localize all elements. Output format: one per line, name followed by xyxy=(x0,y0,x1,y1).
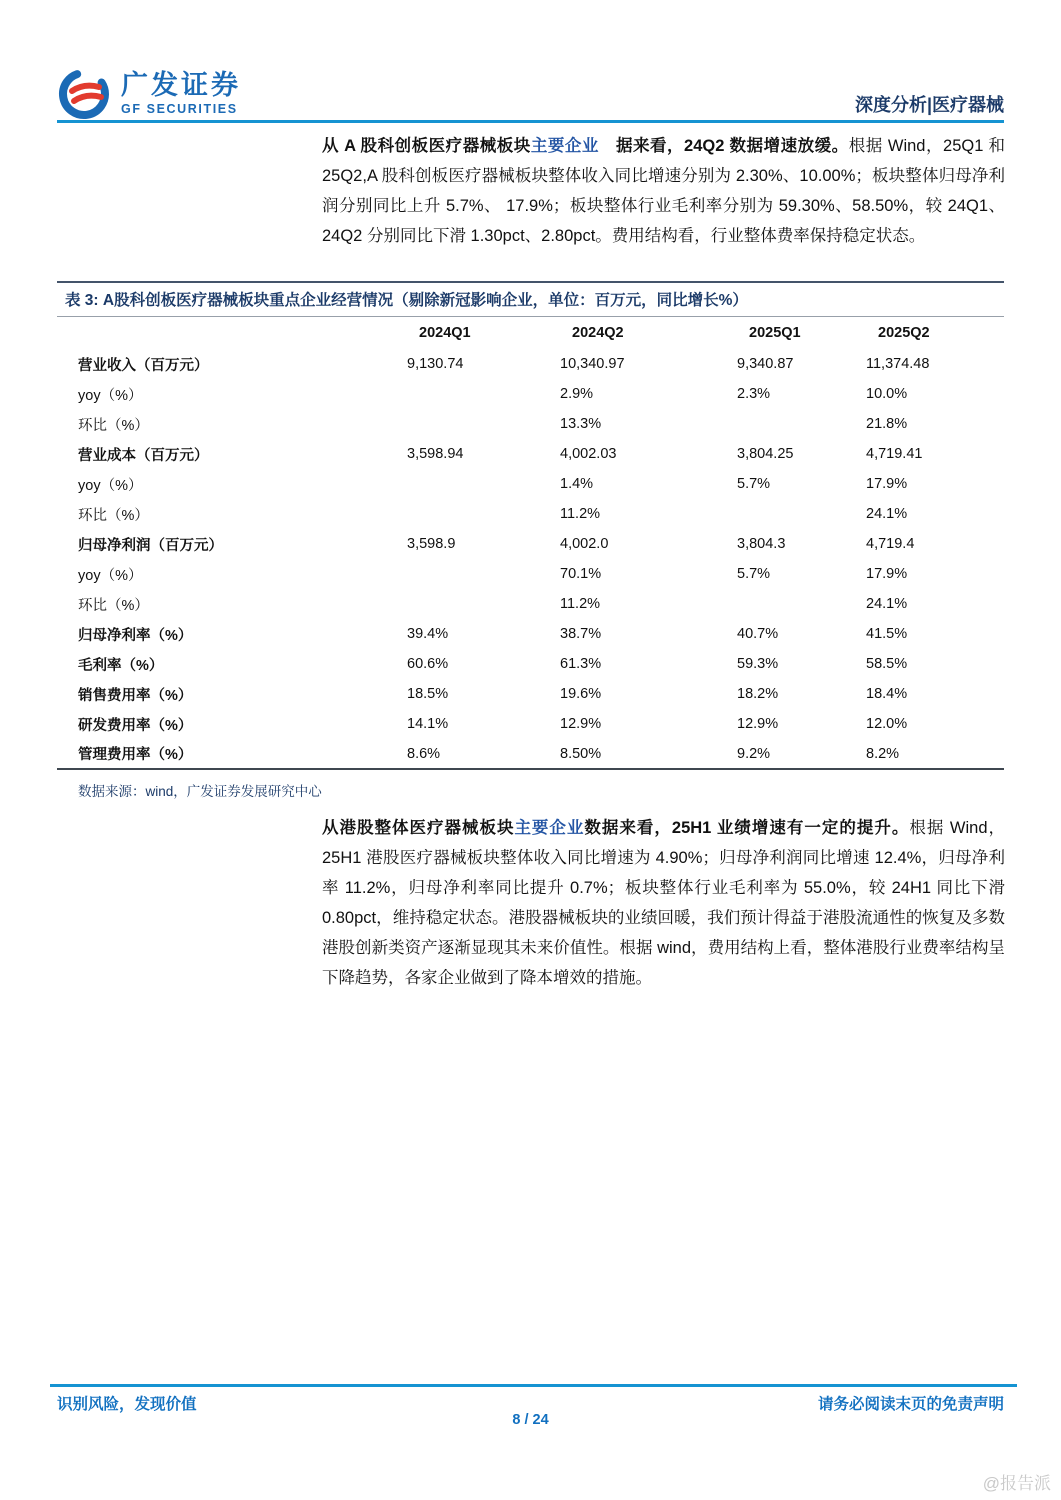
row-label: 销售费用率（%） xyxy=(78,687,193,704)
table-cell: 5.7% xyxy=(737,476,771,492)
table-cell xyxy=(407,589,560,619)
row-label: yoy（%） xyxy=(78,387,143,404)
table-cell: 11.2% xyxy=(560,596,601,612)
paragraph-a-share-analysis xyxy=(322,131,1005,251)
table-cell: 10.0% xyxy=(866,386,908,402)
footer-divider-line xyxy=(50,1384,1017,1387)
paragraph-hk-analysis xyxy=(322,813,1005,993)
table-cell: 41.5% xyxy=(866,626,908,642)
table-row xyxy=(57,379,1004,409)
row-label: 营业成本（百万元） xyxy=(78,447,209,464)
brand-name-en: GF SECURITIES xyxy=(121,102,238,117)
watermark-text: @报告派 xyxy=(982,1474,1051,1493)
report-category xyxy=(855,91,1004,121)
table-row xyxy=(57,499,1004,529)
row-label: 环比（%） xyxy=(78,417,149,434)
row-label: yoy（%） xyxy=(78,477,143,494)
column-header: 2024Q2 xyxy=(572,325,624,341)
page-header xyxy=(57,63,1004,121)
table-cell: 9,340.87 xyxy=(737,356,794,372)
table-cell: 17.9% xyxy=(866,476,908,492)
table-cell: 18.5% xyxy=(407,686,449,702)
logo-text xyxy=(121,72,241,116)
table-cell: 12.9% xyxy=(560,716,602,732)
gf-logo-icon xyxy=(57,67,111,121)
table-title: 表 3: A股科创板医疗器械板块重点企业经营情况（剔除新冠影响企业，单位：百万元，同比增长%） xyxy=(57,281,1004,317)
gf-securities-logo xyxy=(57,67,241,121)
table-cell xyxy=(737,589,866,619)
table-cell: 3,598.94 xyxy=(407,446,464,462)
row-label: 研发费用率（%） xyxy=(78,717,193,734)
column-header: 2025Q2 xyxy=(878,325,930,341)
row-label: 归母净利润（百万元） xyxy=(78,537,223,554)
lead-bold-text: 据来看，24Q2 数据增速放缓。 xyxy=(598,137,849,155)
table-cell: 9.2% xyxy=(737,745,771,762)
table-cell: 5.7% xyxy=(737,566,771,582)
table-cell: 3,598.9 xyxy=(407,536,456,552)
table-cell xyxy=(407,409,560,439)
table-cell: 4,002.0 xyxy=(560,536,609,552)
sector-label: 医疗器械 xyxy=(932,95,1004,115)
lead-bold-text: 数据来看，25H1 业绩增速有一定的提升。 xyxy=(584,819,910,837)
table-cell xyxy=(737,499,866,529)
footer-disclaimer-note: 请务必阅读末页的免责声明 xyxy=(817,1396,1004,1413)
table-row xyxy=(57,679,1004,709)
table-row xyxy=(57,649,1004,679)
table-cell: 40.7% xyxy=(737,626,779,642)
table-cell: 14.1% xyxy=(407,716,449,732)
table-row xyxy=(57,559,1004,589)
table-cell: 61.3% xyxy=(560,656,602,672)
row-label-header xyxy=(57,317,407,349)
table-cell xyxy=(407,379,560,409)
table-cell: 24.1% xyxy=(866,596,908,612)
row-label: yoy（%） xyxy=(78,567,143,584)
table-cell xyxy=(407,499,560,529)
table-cell: 18.4% xyxy=(866,686,908,702)
footer-slogan: 识别风险，发现价值 xyxy=(57,1396,197,1413)
table-cell: 9,130.74 xyxy=(407,356,464,372)
financial-table xyxy=(57,317,1004,770)
table-cell: 4,719.4 xyxy=(866,536,915,552)
column-header: 2024Q1 xyxy=(419,325,471,341)
table-cell xyxy=(407,559,560,589)
table-cell: 18.2% xyxy=(737,686,779,702)
table-cell: 8.2% xyxy=(866,745,900,762)
doc-type-label: 深度分析 xyxy=(854,95,927,115)
table-row xyxy=(57,439,1004,469)
table-cell: 39.4% xyxy=(407,626,449,642)
table-row xyxy=(57,409,1004,439)
table-row xyxy=(57,529,1004,559)
category-divider: | xyxy=(926,95,932,115)
table-cell: 8.50% xyxy=(560,745,602,762)
row-label: 管理费用率（%） xyxy=(78,747,193,763)
row-label: 毛利率（%） xyxy=(78,657,164,674)
table-cell: 17.9% xyxy=(866,566,908,582)
table-row xyxy=(57,589,1004,619)
brand-name-cn: 广发证券 xyxy=(121,70,241,101)
page-number: 8 / 24 xyxy=(512,1412,549,1428)
table-cell: 59.3% xyxy=(737,656,779,672)
table-row xyxy=(57,709,1004,739)
table-cell: 4,002.03 xyxy=(560,446,617,462)
table-cell: 2.9% xyxy=(560,386,594,402)
body-text: 根据 Wind，25Q1 和 25Q2,A 股科创板医疗器械板块整体收入同比增速分别为 2.30%、10.00%；板块整体归母净利润分别同比上升 5.7%、 17.9%；板块整体行业毛利率分别为 59.30%、58.50%，较 24Q1、24Q2 分别同比下滑 1.30pct、2.80pct。费用结构看，行业整体费率保持稳定状态。 xyxy=(322,137,1005,245)
table-cell: 13.3% xyxy=(560,416,602,432)
table-cell: 12.9% xyxy=(737,716,779,732)
row-label: 营业收入（百万元） xyxy=(78,357,209,374)
table-cell xyxy=(407,469,560,499)
table-cell: 4,719.41 xyxy=(866,446,923,462)
lead-bold-text: 从港股整体医疗器械板块 xyxy=(322,819,515,837)
table-3-block xyxy=(57,281,1004,800)
table-cell: 12.0% xyxy=(866,716,908,732)
table-cell: 21.8% xyxy=(866,416,908,432)
table-cell xyxy=(737,409,866,439)
page-footer xyxy=(57,1392,1004,1414)
row-label: 归母净利率（%） xyxy=(78,627,193,644)
link-major-companies[interactable]: 主要企业 xyxy=(530,137,599,155)
table-header-row xyxy=(57,317,1004,349)
table-row xyxy=(57,619,1004,649)
table-cell: 10,340.97 xyxy=(560,356,625,372)
lead-bold-text: 从 A 股科创板医疗器械板块 xyxy=(322,137,531,155)
table-row xyxy=(57,349,1004,379)
table-row xyxy=(57,469,1004,499)
table-cell: 24.1% xyxy=(866,506,908,522)
column-header: 2025Q1 xyxy=(749,325,801,341)
header-divider-line xyxy=(57,120,1004,123)
table-source-note: 数据来源：wind，广发证券发展研究中心 xyxy=(78,784,322,799)
table-cell: 70.1% xyxy=(560,566,602,582)
table-cell: 1.4% xyxy=(560,476,594,492)
table-cell: 60.6% xyxy=(407,656,449,672)
link-major-companies[interactable]: 主要企业 xyxy=(514,819,585,837)
table-cell: 58.5% xyxy=(866,656,908,672)
row-label: 环比（%） xyxy=(78,507,149,524)
table-cell: 3,804.25 xyxy=(737,446,794,462)
table-cell: 8.6% xyxy=(407,745,441,762)
table-cell: 11,374.48 xyxy=(866,356,930,372)
table-cell: 19.6% xyxy=(560,686,602,702)
table-cell: 38.7% xyxy=(560,626,602,642)
table-cell: 11.2% xyxy=(560,506,601,522)
row-label: 环比（%） xyxy=(78,597,149,614)
body-text: 根据 Wind，25H1 港股医疗器械板块整体收入同比增速为 4.90%；归母净利润同比增速 12.4%，归母净利率 11.2%，归母净利率同比提升 0.7%；板块整体行业毛利率为 55.0%，较 24H1 同比下滑 0.80pct，维持稳定状态。港股器械板块的业绩回暖，我们预计得益于港股流通性的恢复及多数港股创新类资产逐渐显现其未来价值性。根据 wind，费用结构上看，整体港股行业费率结构呈下降趋势，各家企业做到了降本增效的措施。 xyxy=(322,819,1006,987)
table-cell: 3,804.3 xyxy=(737,536,786,552)
table-row xyxy=(57,739,1004,769)
table-cell: 2.3% xyxy=(737,386,771,402)
